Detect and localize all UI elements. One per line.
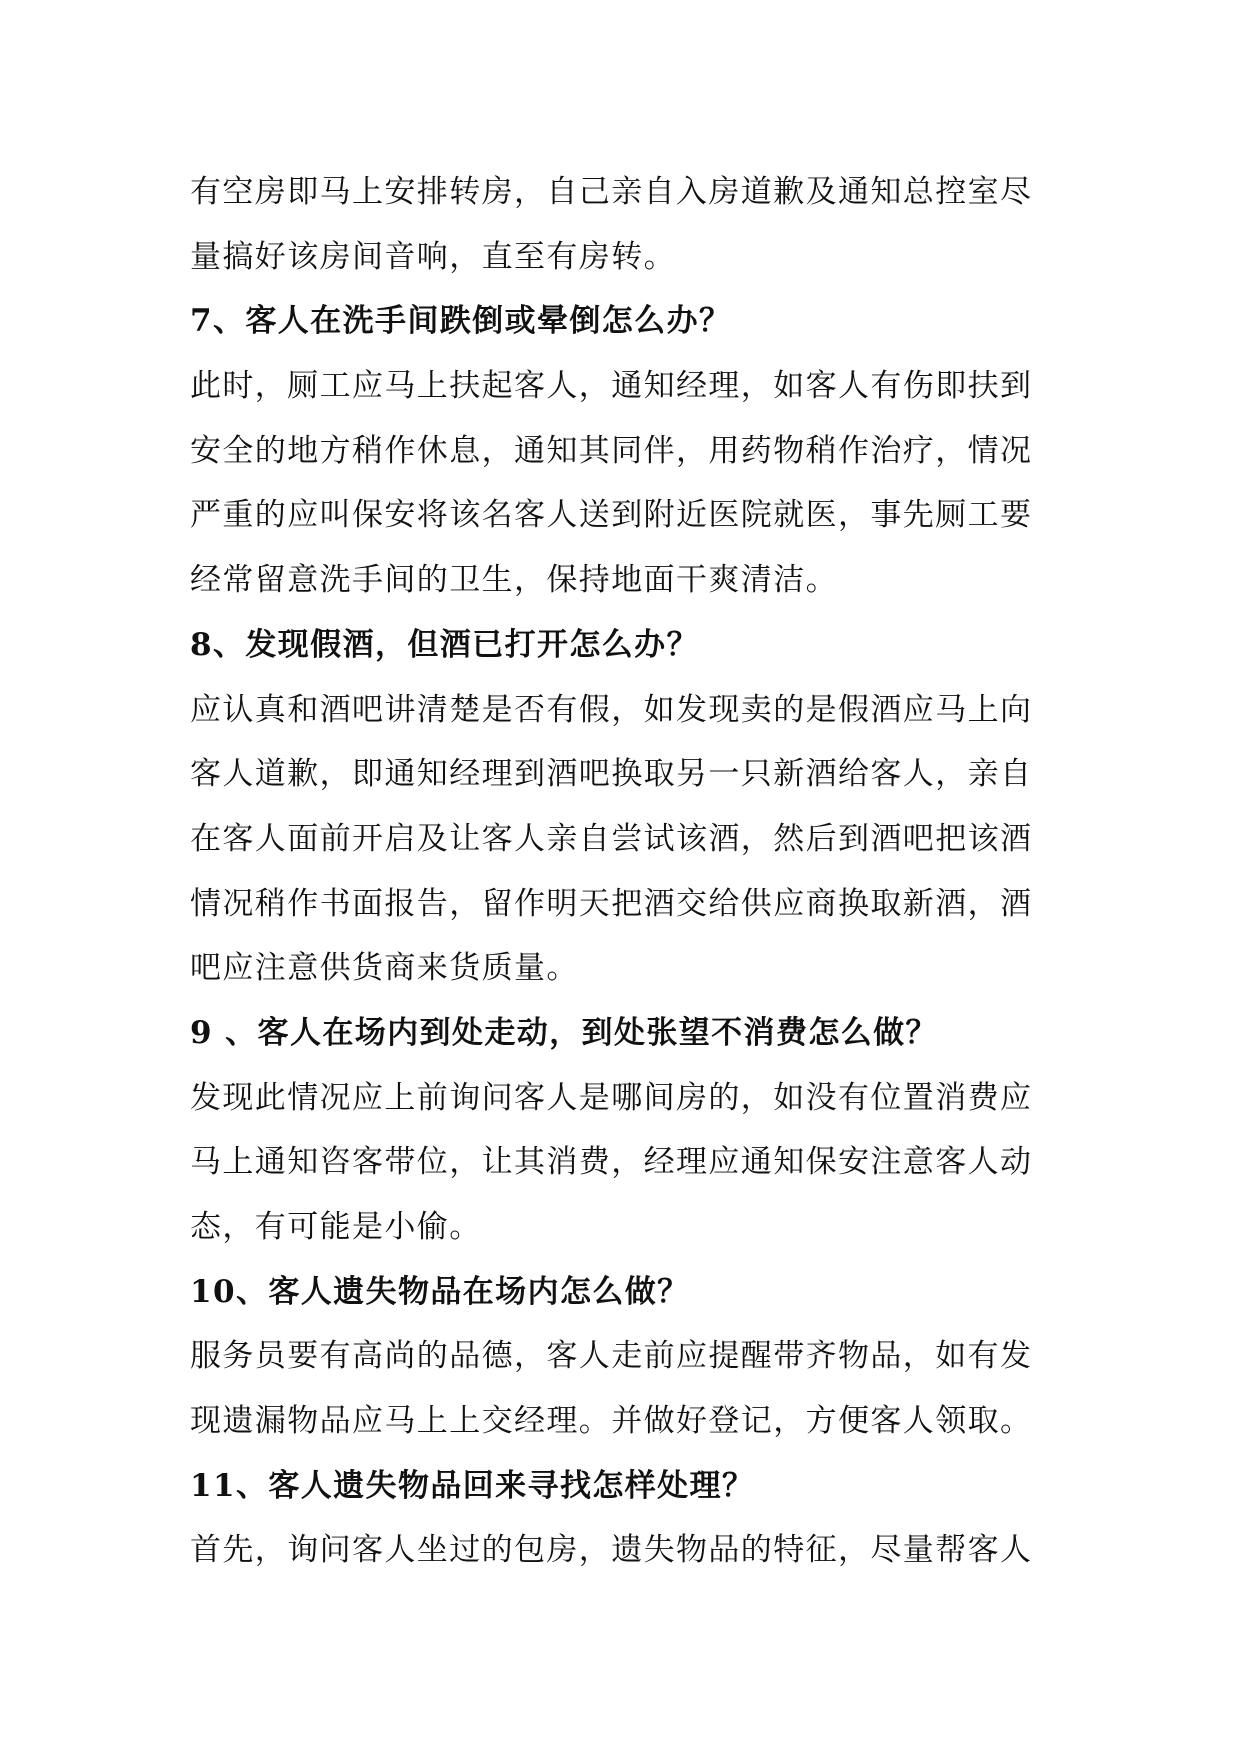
body-line: 安全的地方稍作休息，通知其同伴，用药物稍作治疗，情况	[190, 432, 1033, 469]
body-line: 此时，厕工应马上扶起客人，通知经理，如客人有伤即扶到	[190, 368, 1033, 405]
body-line: 应认真和酒吧讲清楚是否有假，如发现卖的是假酒应马上向	[190, 691, 1033, 728]
body-line: 现遗漏物品应马上上交经理。并做好登记，方便客人领取。	[190, 1403, 1033, 1440]
question-heading: 9 、客人在场内到处走动，到处张望不消费怎么做？	[190, 1014, 938, 1051]
body-line: 经常留意洗手间的卫生，保持地面干爽清洁。	[190, 562, 838, 599]
body-line: 态，有可能是小偷。	[190, 1209, 482, 1245]
body-line: 客人道歉，即通知经理到酒吧换取另一只新酒给客人，亲自	[190, 756, 1033, 793]
body-line: 首先，询问客人坐过的包房，遗失物品的特征，尽量帮客人	[190, 1532, 1033, 1569]
body-line: 在客人面前开启及让客人亲自尝试该酒，然后到酒吧把该酒	[190, 820, 1033, 857]
body-line: 发现此情况应上前询问客人是哪间房的，如没有位置消费应	[190, 1079, 1033, 1116]
document-page	[190, 160, 1060, 1583]
body-line: 情况稍作书面报告，留作明天把酒交给供应商换取新酒，酒	[190, 885, 1033, 922]
question-heading: 8、发现假酒，但酒已打开怎么办？	[190, 626, 699, 663]
body-line: 有空房即马上安排转房，自己亲自入房道歉及通知总控室尽	[190, 174, 1033, 210]
body-line: 马上通知咨客带位，让其消费，经理应通知保安注意客人动	[190, 1144, 1033, 1181]
body-line: 吧应注意供货商来货质量。	[190, 950, 579, 987]
body-line: 严重的应叫保安将该名客人送到附近医院就医，事先厕工要	[190, 497, 1033, 534]
question-heading: 7、客人在洗手间跌倒或晕倒怎么办？	[190, 303, 732, 340]
body-line: 量搞好该房间音响，直至有房转。	[190, 238, 676, 275]
question-heading: 11、客人遗失物品回来寻找怎样处理？	[190, 1467, 755, 1504]
question-heading: 10、客人遗失物品在场内怎么做？	[190, 1273, 690, 1310]
body-line: 服务员要有高尚的品德，客人走前应提醒带齐物品，如有发	[190, 1338, 1033, 1375]
